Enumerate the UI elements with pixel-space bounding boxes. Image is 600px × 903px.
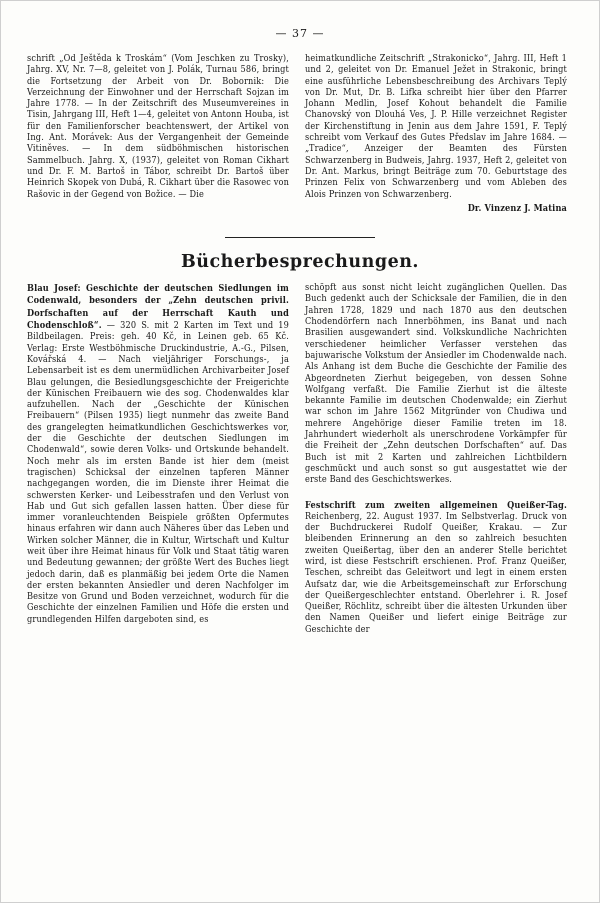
review-entry-continued <box>305 283 567 486</box>
review-entry <box>305 500 567 637</box>
left-article-text: schrift „Od Ještěda k Troskám“ (Vom Jeschken zu Trosky), Jahrg. XV, Nr. 7—8, geleitet von J. Polák, Turnau 586, bringt die Fortsetzung der Arbeit von Dr. Bobornik: Die Verzeichnung der Einwohner und der Herrschaft Sojzan im Jahre 1778. — In der Zeitschrift des Museumvereines in Tisin, Jahrgang III, Heft 1—4, geleitet von Antonn Houba, ist für den Familienforscher beachtenswert, der Artikel von Ing. Ant. Morávek: Aus der Vergangenheit der Gemeinde Vitiněves. — In dem südböhmischen historischen Sammelbuch. Jahrg. X, (1937), geleitet von Roman Cikhart und Dr. F. M. Bartoš in Tábor, schreibt Dr. Bartoš über Heinrich Skopek von Dubá, R. Cikhart über die Rasowec von Rašovic in der Gegend von Božice. — Die <box>27 54 289 200</box>
review-entry <box>27 283 289 626</box>
review-title: Blau Josef: Geschichte der deutschen Siedlungen im Codenwald, besonders der „Zehn deutschen privil. Dorfschaften auf der Herrschaft Kauth und Chodenschloß“. <box>27 283 289 332</box>
review-title: Festschrift zum zweiten allgemeinen Queißer-Tag. <box>305 499 567 511</box>
page-content <box>1 54 599 636</box>
top-right-column <box>305 54 567 214</box>
page-number: — 37 — <box>275 27 325 40</box>
top-columns <box>27 54 573 214</box>
review-left-column <box>27 283 289 636</box>
right-article-text: heimatkundliche Zeitschrift „Strakonicko“, Jahrg. III, Heft 1 und 2, geleitet von Dr. Emanuel Ježet in Strakonic, bringt eine ausführliche Lebensbeschreibung des Archivars Teplý von Dr. Mut, Dr. B. Lifka schreibt hier über den Pfarrer Johann Medlin, Josef Kohout behandelt die Familie Chanovský von Dlouhá Ves, J. P. Hille verzeichnet Register der Kirchenstiftung in Jenin aus dem Jahre 1591, F. Teplý schreibt vom Verkauf des Gutes Předslav im Jahre 1684. — „Tradice“, Anzeiger der Beamten des Fürsten Schwarzenberg in Budweis, Jahrg. 1937, Heft 2, geleitet von Dr. Ant. Markus, bringt Beiträge zum 70. Geburtstage des Prinzen Felix von Schwarzenberg und vom Ableben des Alois Prinzen von Schwarzenberg. <box>305 54 567 200</box>
review-right-column <box>305 283 567 636</box>
review-spacer <box>305 487 567 500</box>
review-body-continued: schöpft aus sonst nicht leicht zugänglichen Quellen. Das Buch gedenkt auch der Schicksale der Familien, die in den Jahren 1728, 1829 und nach 1870 aus den deutschen Chodendörfern nach Innerböhmen, ins Banat und nach Brasilien ausgewandert sind. Volkskundliche Nachrichten verschiedener heimlicher Verfasser verstehen das bajuwarische Volkstum der Ansiedler im Chodenwalde nach. Als Anhang ist dem Buche die Geschichte der Familie des Abgeordneten Zierhut beigegeben, von dessen Sohne Wolfgang verfaßt. Die Familie Zierhut ist die älteste bekannte Familie im deutschen Chodenwalde; ein Zierhut war schon im Jahre 1562 Mitgründer von Chudiwa und mehrere Angehörige dieser Familie treten im 18. Jahrhundert wiederholt als unerschrodene Vorkämpfer für die Freiheit der „Zehn deutschen Dorfschaften“ auf. Das Buch ist mit 2 Karten und zahlreichen Lichtbildern geschmückt und auch sonst so gut ausgestattet wie der erste Band des Geschichtswerkes. <box>305 283 567 486</box>
section-divider <box>27 223 573 242</box>
top-left-column <box>27 54 289 214</box>
right-article-signature: Dr. Vinzenz J. Matina <box>467 202 567 214</box>
review-columns <box>27 283 573 636</box>
review-body: Reichenberg, 22. August 1937. Im Selbstverlag. Druck von der Buchdruckerei Rudolf Queißer, Krakau. — Zur bleibenden Erinnerung an den so zahlreich besuchten zweiten Queißertag, über den an anderer Stelle berichtet wird, ist diese Festschrift erschienen. Prof. Franz Queißer, Teschen, schreibt das Geleitwort und legt in einem ersten Aufsatz dar, wie die Arbeitsgemeinschaft zur Erforschung der Queißergeschlechter entstand. Oberlehrer i. R. Josef Queißer, Röchlitz, schreibt über die ältesten Urkunden über den Namen Queißer und liefert einige Beiträge zur Geschichte der <box>305 511 567 635</box>
section-title: Bücherbesprechungen. <box>180 252 420 273</box>
review-body: — 320 S. mit 2 Karten im Text und 19 Bildbeilagen. Preis: geh. 40 Kč, in Leinen geb. 65 Kč. Verlag: Erste Westböhmische Druckindustrie, A.-G., Pilsen, Kovářská 4. — Nach vieljähriger Forschungs-, ja Lebensarbeit ist es dem unermüdlichen Archivarbeiter Josef Blau gelungen, die Besiedlungsgeschichte der Freigerichte der Künischen Freibauern wie des sog. Chodenwaldes klar aufzuhellen. Nach der „Geschichte der Künischen Freibauern“ (Pilsen 1935) liegt nunmehr das zweite Band des grangelegten heimatkundlichen Geschichtswerkes vor, der die Geschichte der deutschen Siedlungen im Chodenwald“, sowie deren Volks- und Ortskunde behandelt. Noch mehr als im ersten Bande ist hier dem (meist tragischen) Schicksal der einzelnen tapferen Männer nachgegangen worden, die im Dienste ihrer Heimat die schwersten Kerker- und Leibesstrafen und den Verlust von Hab und Gut sich gefallen lassen hatten. Über diese für immer voranleuchtenden Beispiele größten Opfermutes hinaus erfahren wir dann auch Näheres über das Leben und Wirken solcher Männer, die in Kultur, Wirtschaft und Kultur weit über ihre Heimat hinaus für Volk und Staat tätig waren und Bedeutung gewannen; der größte Wert des Buches liegt jedoch darin, daß es planmäßig bei jedem Orte die Namen der ersten bekannten Ansiedler und deren Nachfolger im Besitze von Grund und Boden verzeichnet, wodurch für die Geschichte der einzelnen Familien und Höfe die ersten und grundlegenden Hilfen dargeboten sind, es <box>27 321 289 625</box>
divider-line <box>225 237 375 238</box>
